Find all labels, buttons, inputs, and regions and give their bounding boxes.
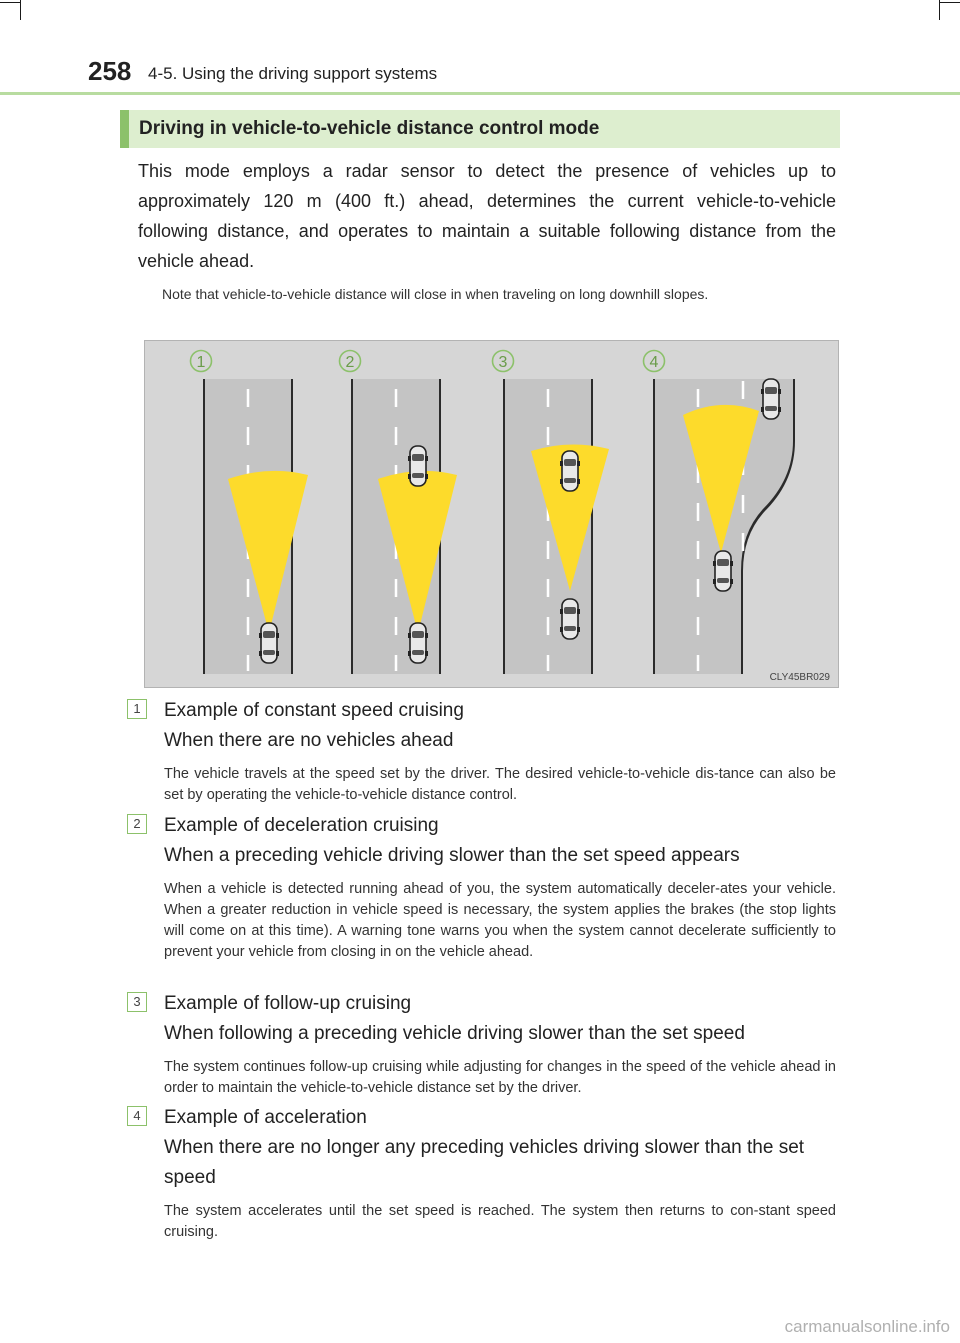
- distance-control-figure: [144, 340, 839, 688]
- road-diagram: [145, 341, 840, 689]
- figure-marker-3: [493, 351, 514, 372]
- figure-marker-2: [340, 351, 361, 372]
- item-body-4: The system accelerates until the set speed is reached. The system then returns to con-stant speed cruising.: [164, 1203, 836, 1240]
- car-icon: [761, 379, 781, 419]
- item-body-1: The vehicle travels at the speed set by the driver. The desired vehicle-to-vehicle dis-tance can also be set by operating the vehicle-to-vehicle distance control.: [164, 766, 836, 803]
- car-icon: [408, 446, 428, 486]
- item-body-2: When a vehicle is detected running ahead of you, the system automatically deceler-ates your vehicle. When a greater reduction in vehicle speed is necessary, the system applies the brakes (the stop lights will come on at this time). A warning tone warns you when the system cannot decelerate sufficiently to prevent your vehicle from closing in on the vehicle ahead.: [164, 881, 836, 960]
- item-body-3: The system continues follow-up cruising while adjusting for changes in the speed of the vehicle ahead in order to maintain the vehicle-to-vehicle distance set by the driver.: [164, 1059, 836, 1096]
- item-title-1: Example of constant speed cruising: [164, 700, 464, 721]
- item-subtitle-1: When there are no vehicles ahead: [164, 730, 454, 751]
- crop-mark: [939, 0, 940, 20]
- svg-text:4: 4: [649, 354, 659, 371]
- item-number-2: 2: [127, 814, 147, 834]
- svg-text:3: 3: [498, 354, 508, 371]
- crop-mark: [20, 0, 21, 20]
- item-number-3: 3: [127, 992, 147, 1012]
- watermark: carmanualsonline.info: [784, 1317, 950, 1336]
- page-number: 258: [88, 56, 132, 86]
- header-rule: [0, 92, 960, 95]
- car-icon: [560, 451, 580, 491]
- car-icon: [713, 551, 733, 591]
- note-text: Note that vehicle-to-vehicle distance will close in when traveling on long downhill slopes.: [162, 286, 709, 302]
- heading-accent-bar: [120, 110, 129, 148]
- figure-marker-1: [191, 351, 212, 372]
- item-title-4: Example of acceleration: [164, 1107, 367, 1128]
- section-title: 4-5. Using the driving support systems: [148, 64, 438, 83]
- item-number-1: 1: [127, 699, 147, 719]
- page-header: [88, 56, 888, 92]
- figure-marker-4: [644, 351, 665, 372]
- item-subtitle-2: When a preceding vehicle driving slower than the set speed appears: [164, 845, 740, 866]
- item-title-2: Example of deceleration cruising: [164, 815, 439, 836]
- figure-code: CLY45BR029: [769, 672, 830, 683]
- item-subtitle-4: When there are no longer any preceding vehicles driving slower than the set speed: [164, 1137, 805, 1188]
- item-number-4: 4: [127, 1106, 147, 1126]
- intro-paragraph: This mode employs a radar sensor to detect the presence of vehicles up to approximately 120 m (400 ft.) ahead, determines the current vehicle-to-vehicle following distance, and operates to maintain a suitable following distance from the vehicle ahead.: [138, 161, 836, 271]
- heading-band: [120, 110, 840, 148]
- svg-text:2: 2: [345, 354, 355, 371]
- car-icon: [259, 623, 279, 663]
- heading-title: Driving in vehicle-to-vehicle distance control mode: [139, 118, 600, 139]
- svg-text:1: 1: [196, 354, 206, 371]
- crop-mark: [0, 2, 20, 3]
- crop-mark: [940, 2, 960, 3]
- item-subtitle-3: When following a preceding vehicle driving slower than the set speed: [164, 1023, 745, 1044]
- item-title-3: Example of follow-up cruising: [164, 993, 412, 1014]
- car-icon: [408, 623, 428, 663]
- car-icon: [560, 599, 580, 639]
